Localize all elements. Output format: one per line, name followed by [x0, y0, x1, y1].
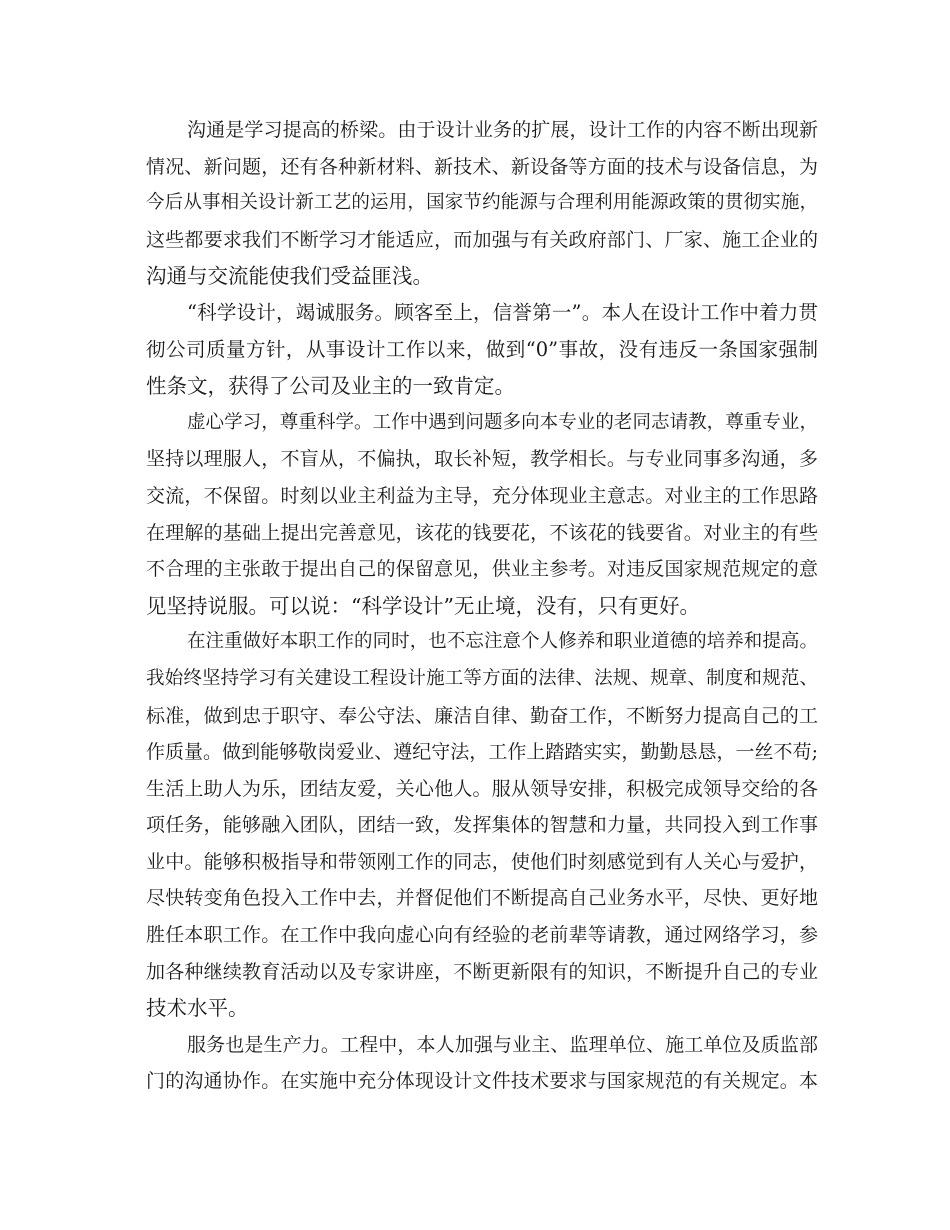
text-line: 这些都要求我们不断学习才能适应，而加强与有关政府部门、厂家、施工企业的	[146, 228, 818, 251]
text-line: 尽快转变角色投入工作中去，并督促他们不断提高自己业务水平，尽快、更好地	[146, 887, 818, 910]
text-line: 不合理的主张敢于提出自己的保留意见，供业主参考。对违反国家规范规定的意	[146, 558, 818, 581]
paragraph-service	[146, 1027, 818, 1100]
paragraph-humble-learning	[146, 405, 818, 625]
text-line: 项任务，能够融入团队，团结一致，发挥集体的智慧和力量，共同投入到工作事	[146, 814, 818, 837]
text-line: 沟通与交流能使我们受益匪浅。	[146, 264, 433, 289]
text-line: 胜任本职工作。在工作中我向虚心向有经验的老前辈等请教，通过网络学习，参	[146, 924, 818, 947]
text-line: 性条文，获得了公司及业主的一致肯定。	[146, 374, 515, 399]
text-line: 门的沟通协作。在实施中充分体现设计文件技术要求与国家规范的有关规定。本	[146, 1070, 818, 1093]
text-line: 虚心学习，尊重科学。工作中遇到问题多向本专业的老同志请教，尊重专业，	[187, 411, 818, 433]
text-line: 今后从事相关设计新工艺的运用，国家节约能源与合理利用能源政策的贯彻实施，	[146, 192, 818, 214]
text-line: 我始终坚持学习有关建设工程设计施工等方面的法律、法规、规章、制度和规范、	[146, 667, 818, 689]
text-line: 业中。能够积极指导和带领刚工作的同志，使他们时刻感觉到有人关心与爱护，	[146, 850, 818, 873]
document-body	[146, 112, 818, 1100]
text-line: 在理解的基础上提出完善意见，该花的钱要花，不该花的钱要省。对业主的有些	[146, 521, 818, 544]
paragraph-professional-ethics	[146, 624, 818, 1027]
text-line: 沟通是学习提高的桥梁。由于设计业务的扩展，设计工作的内容不断出现新	[187, 119, 818, 141]
text-line: 作质量。做到能够敬岗爱业、遵纪守法，工作上踏踏实实，勤勤恳恳，一丝不苟;	[146, 741, 818, 764]
text-line: 情况、新问题，还有各种新材料、新技术、新设备等方面的技术与设备信息，为	[146, 155, 818, 178]
text-line: 技术水平。	[146, 996, 249, 1021]
text-line: 加各种继续教育活动以及专家讲座，不断更新限有的知识，不断提升自己的专业	[146, 960, 818, 983]
text-line: 坚持以理服人，不盲从，不偏执，取长补短，教学相长。与专业同事多沟通，多	[146, 448, 818, 471]
text-line: 在注重做好本职工作的同时，也不忘注意个人修养和职业道德的培养和提高。	[187, 631, 818, 653]
text-line: 服务也是生产力。工程中，本人加强与业主、监理单位、施工单位及质监部	[187, 1033, 818, 1056]
paragraph-scientific-design	[146, 295, 818, 405]
text-line: 标准，做到忠于职守、奉公守法、廉洁自律、勤奋工作，不断努力提高自己的工	[146, 704, 818, 727]
text-line: 生活上助人为乐，团结友爱，关心他人。服从领导安排，积极完成领导交给的各	[146, 777, 818, 800]
text-line: “科学设计，竭诚服务。顾客至上，信誉第一”。本人在设计工作中着力贯	[187, 300, 818, 324]
text-line: 彻公司质量方针，从事设计工作以来，做到“0”事故，没有违反一条国家强制	[146, 337, 818, 361]
text-line: 见坚持说服。可以说：“科学设计”无止境，没有，只有更好。	[146, 593, 700, 618]
paragraph-communication	[146, 112, 818, 295]
text-line: 交流，不保留。时刻以业主利益为主导，充分体现业主意志。对业主的工作思路	[146, 484, 818, 507]
